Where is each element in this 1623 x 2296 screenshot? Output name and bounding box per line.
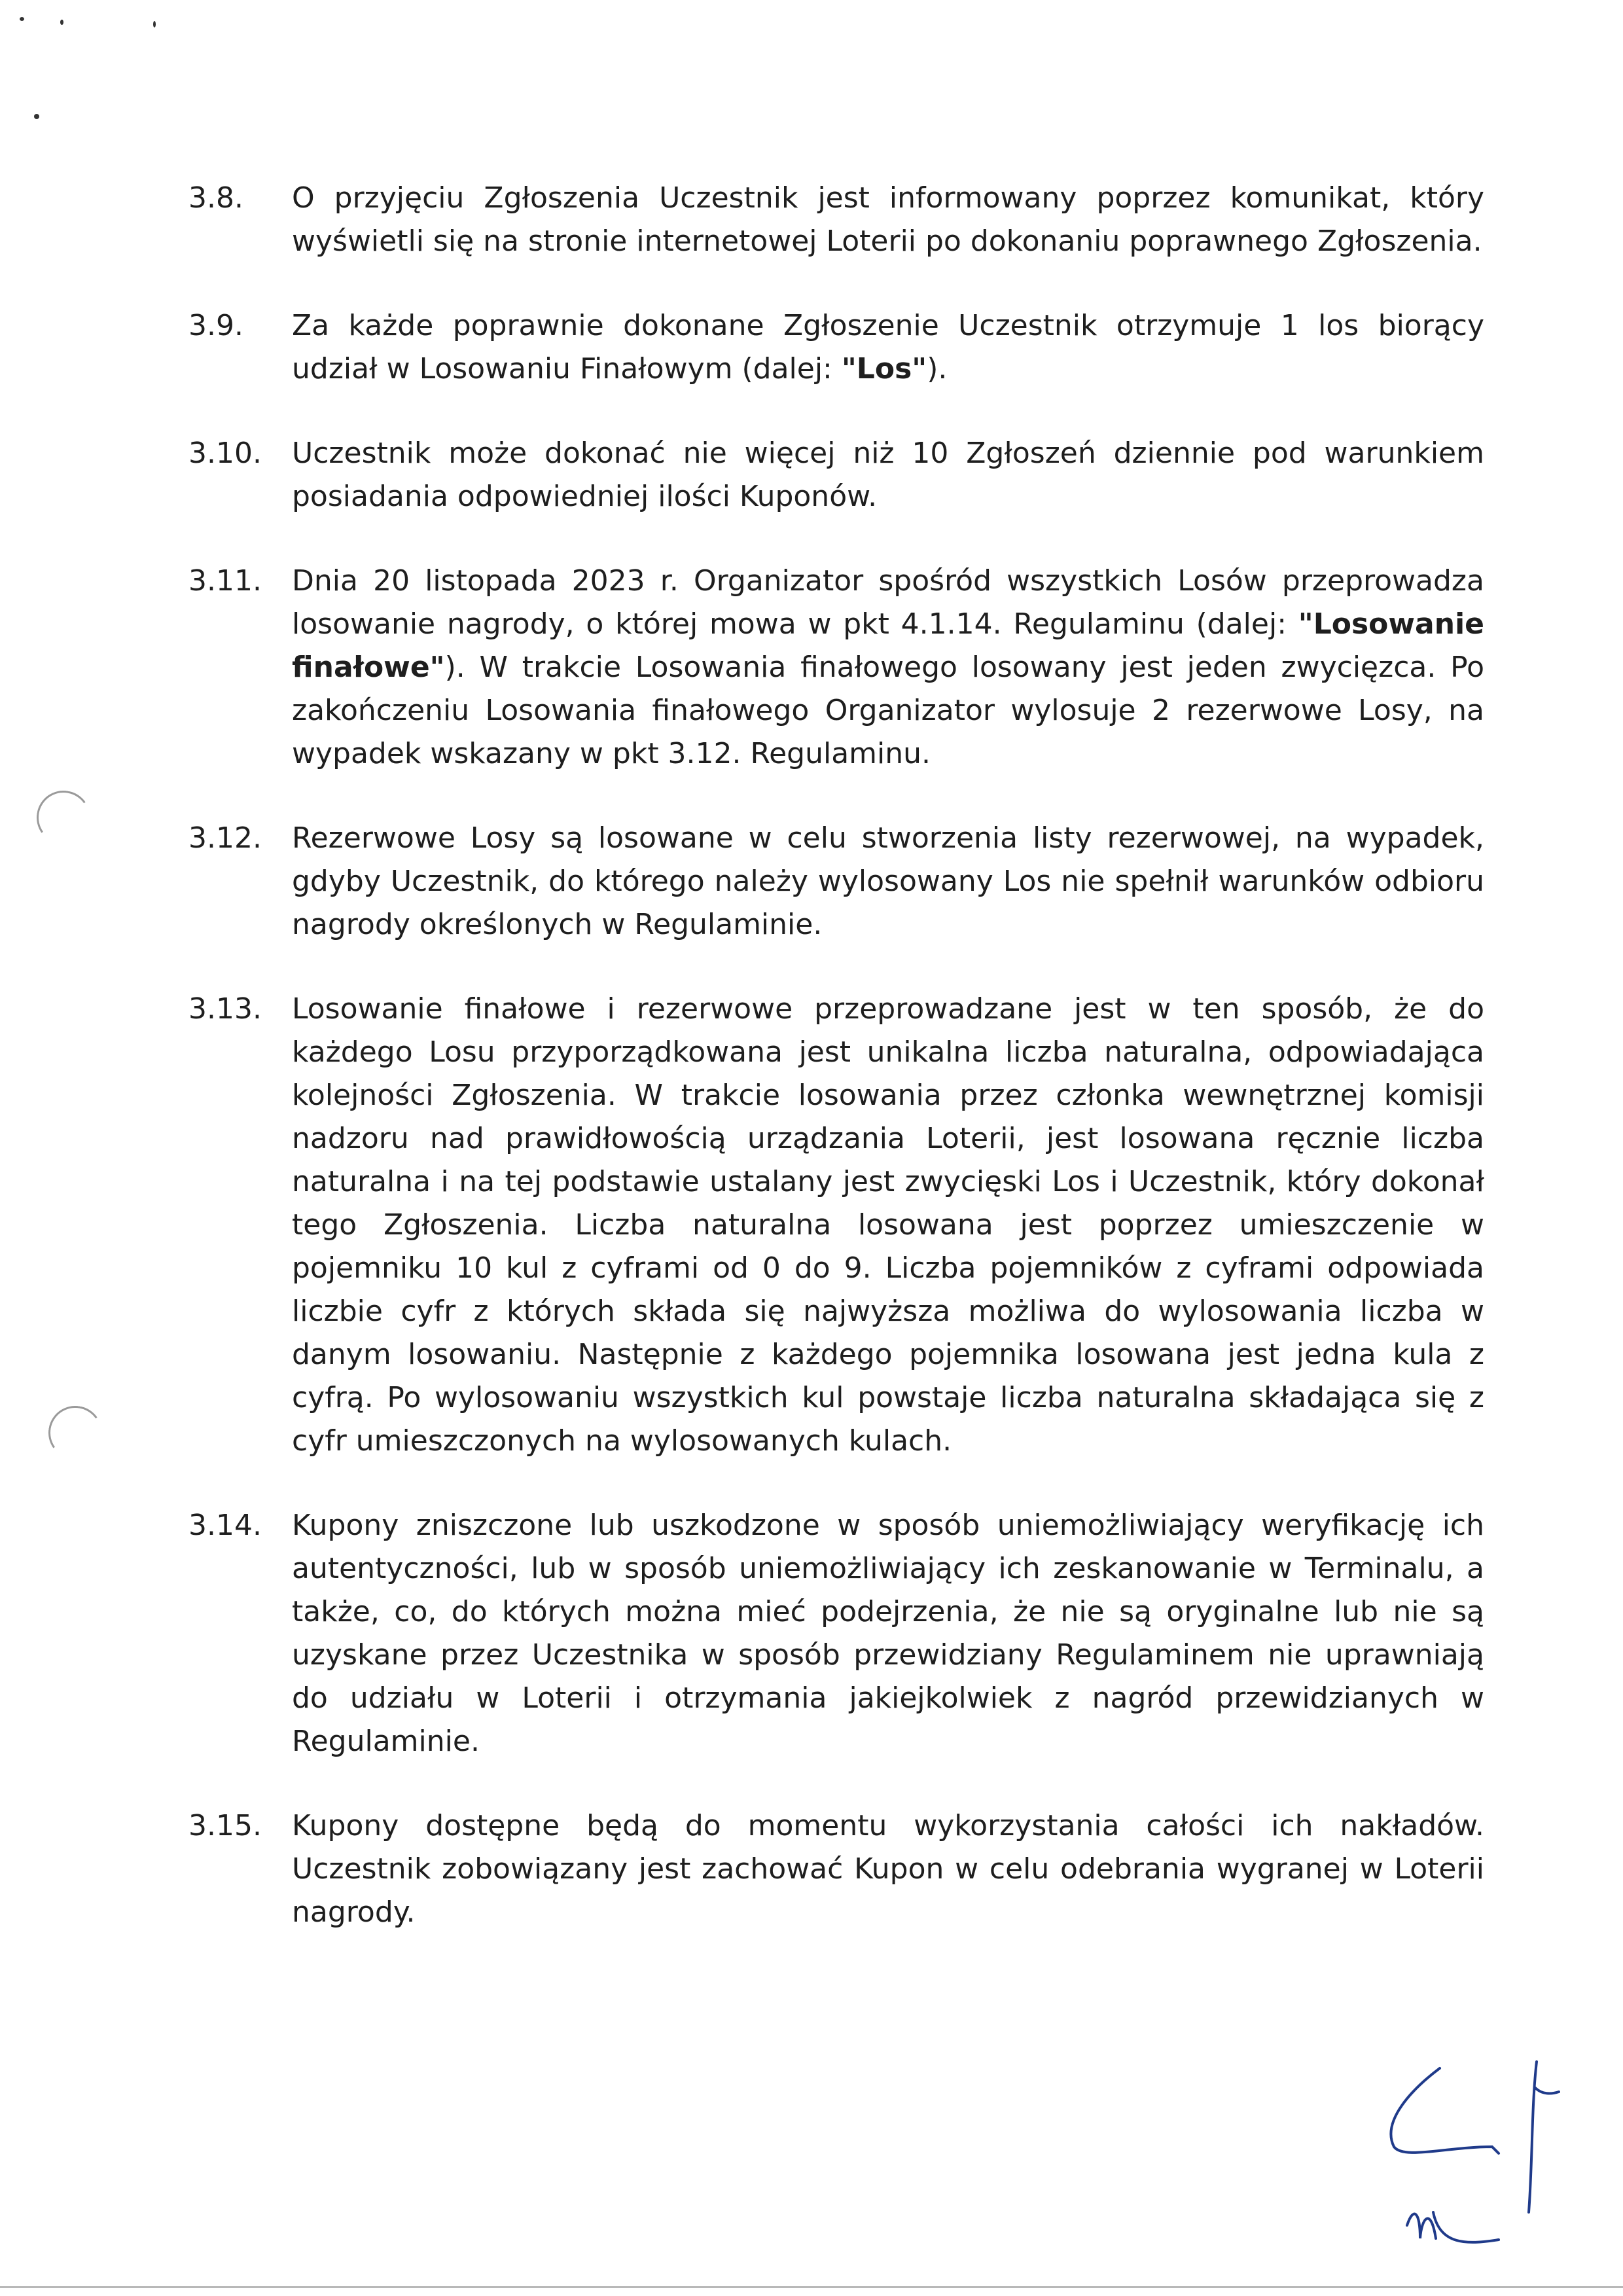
section-3-12 bbox=[188, 817, 1484, 946]
section-3-9 bbox=[188, 304, 1484, 391]
text-run: Kupony zniszczone lub uszkodzone w sposób uniemożliwiający weryfikację ich autentyczności, lub w sposób uniemożliwiający ich zeskanowanie w Terminalu, a także, co, do których można mieć podejrzenia, że nie są oryginalne lub nie są uzyskane przez Uczestnika w sposób przewidziany Regulaminem nie uprawniają do udziału w Loterii i otrzymania jakiejkolwiek z nagród przewidzianych w Regulaminie. bbox=[292, 1509, 1484, 1758]
section-number: 3.14. bbox=[188, 1509, 262, 1542]
section-3-8 bbox=[188, 177, 1484, 263]
section-text bbox=[292, 304, 1484, 391]
section-number: 3.12. bbox=[188, 821, 262, 855]
scan-speck bbox=[60, 20, 63, 25]
section-text bbox=[292, 432, 1484, 518]
text-run: Uczestnik może dokonać nie więcej niż 10 Zgłoszeń dziennie pod warunkiem posiadania odpowiedniej ilości Kuponów. bbox=[292, 437, 1484, 513]
section-number: 3.15. bbox=[188, 1809, 262, 1842]
scan-speck bbox=[34, 114, 39, 119]
section-text bbox=[292, 817, 1484, 946]
scan-speck bbox=[20, 17, 24, 21]
signature-initials bbox=[1368, 2049, 1584, 2265]
section-text bbox=[292, 1804, 1484, 1934]
text-run: ). bbox=[927, 352, 948, 386]
punch-hole-lower bbox=[45, 1402, 107, 1464]
section-3-10 bbox=[188, 432, 1484, 518]
page-bottom-edge bbox=[0, 2286, 1623, 2288]
section-text bbox=[292, 560, 1484, 776]
section-number: 3.11. bbox=[188, 564, 262, 598]
text-run: Kupony dostępne będą do momentu wykorzystania całości ich nakładów. Uczestnik zobowiązany jest zachować Kupon w celu odebrania wygranej w Loterii nagrody. bbox=[292, 1809, 1484, 1929]
section-number: 3.13. bbox=[188, 992, 262, 1026]
section-3-13 bbox=[188, 988, 1484, 1463]
section-number: 3.8. bbox=[188, 181, 243, 215]
regulation-sections bbox=[188, 177, 1484, 1975]
defined-term: "Los" bbox=[841, 352, 927, 386]
scan-speck bbox=[153, 21, 156, 27]
text-run: O przyjęciu Zgłoszenia Uczestnik jest informowany poprzez komunikat, który wyświetli się na stronie internetowej Loterii po dokonaniu poprawnego Zgłoszenia. bbox=[292, 181, 1484, 258]
section-number: 3.9. bbox=[188, 309, 243, 342]
section-3-15 bbox=[188, 1804, 1484, 1934]
section-text bbox=[292, 1504, 1484, 1763]
text-run: Za każde poprawnie dokonane Zgłoszenie Uczestnik otrzymuje 1 los biorący udział w Losowaniu Finałowym (dalej: bbox=[292, 309, 1484, 386]
text-run: Losowanie finałowe i rezerwowe przeprowadzane jest w ten sposób, że do każdego Losu przyporządkowana jest unikalna liczba naturalna, odpowiadająca kolejności Zgłoszenia. W trakcie losowania przez członka wewnętrznej komisji nadzoru nad prawidłowością urządzania Loterii, jest losowana ręcznie liczba naturalna i na tej podstawie ustalany jest zwycięski Los i Uczestnik, który dokonał tego Zgłoszenia. Liczba naturalna losowana jest poprzez umieszczenie w pojemniku 10 kul z cyframi od 0 do 9. Liczba pojemników z cyframi odpowiada liczbie cyfr z których składa się najwyższa możliwa do wylosowania liczba w danym losowaniu. Następnie z każdego pojemnika losowana jest jedna kula z cyfrą. Po wylosowaniu wszystkich kul powstaje liczba naturalna składająca się z cyfr umieszczonych na wylosowanych kulach. bbox=[292, 992, 1484, 1458]
punch-hole-upper bbox=[33, 787, 95, 849]
defined-term: "Losowanie finałowe" bbox=[292, 607, 1484, 684]
text-run: Dnia 20 listopada 2023 r. Organizator spośród wszystkich Losów przeprowadza losowanie nagrody, o której mowa w pkt 4.1.14. Regulaminu (dalej: bbox=[292, 564, 1484, 641]
section-3-14 bbox=[188, 1504, 1484, 1763]
text-run: Rezerwowe Losy są losowane w celu stworzenia listy rezerwowej, na wypadek, gdyby Uczestnik, do którego należy wylosowany Los nie spełnił warunków odbioru nagrody określonych w Regulaminie. bbox=[292, 821, 1484, 941]
section-text bbox=[292, 177, 1484, 263]
section-3-11 bbox=[188, 560, 1484, 776]
text-run: ). W trakcie Losowania finałowego losowany jest jeden zwycięzca. Po zakończeniu Losowania finałowego Organizator wylosuje 2 rezerwowe Losy, na wypadek wskazany w pkt 3.12. Regulaminu. bbox=[292, 651, 1484, 770]
section-text bbox=[292, 988, 1484, 1463]
section-number: 3.10. bbox=[188, 437, 262, 470]
